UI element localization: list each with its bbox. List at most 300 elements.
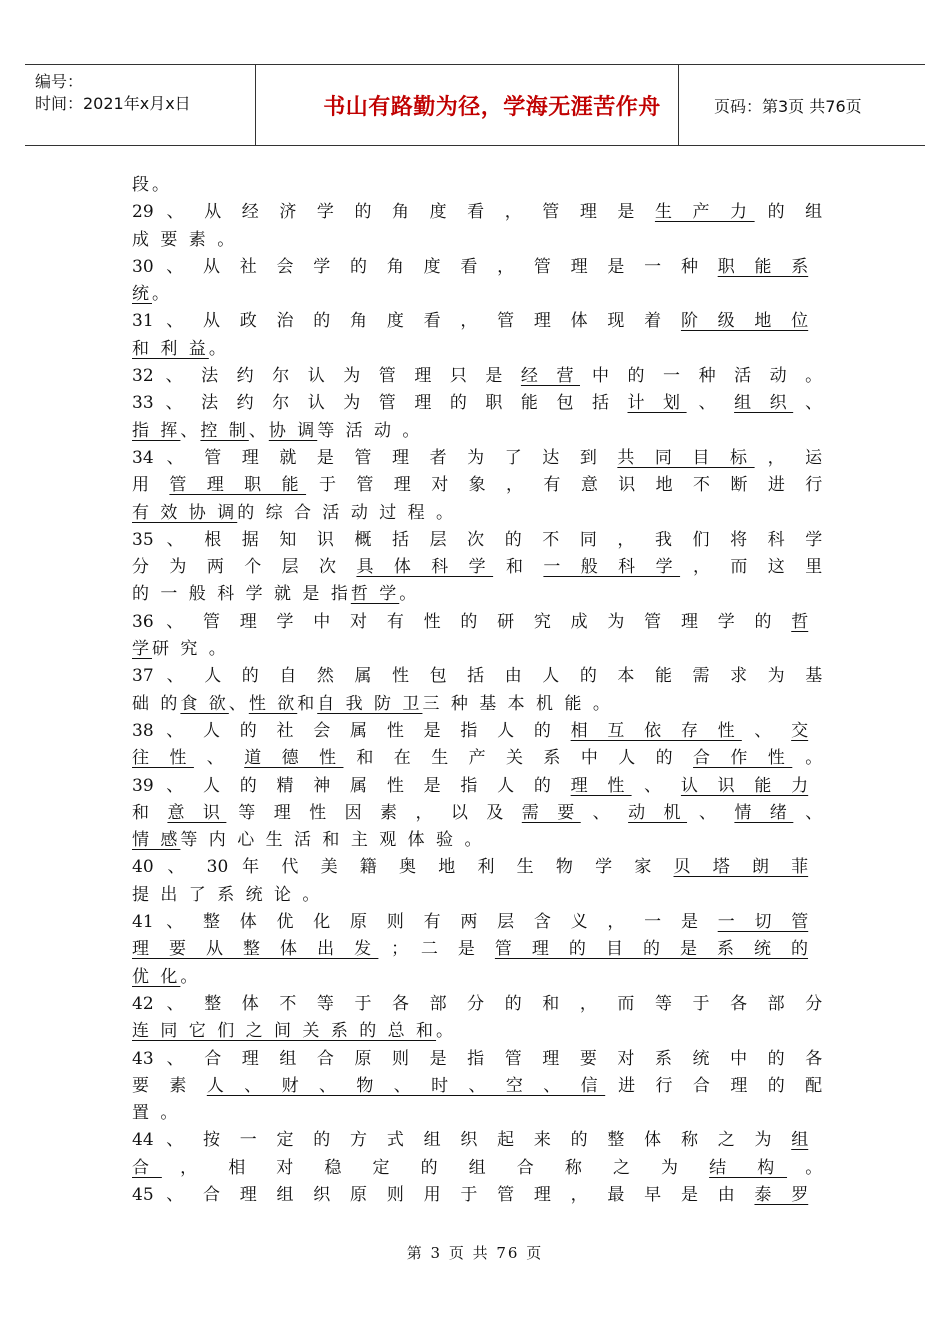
- text-segment: 37: [132, 666, 154, 687]
- text-segment: 合: [204, 1048, 229, 1069]
- underlined-answer: 管 理 职 能: [169, 475, 307, 496]
- text-segment: 属: [350, 775, 375, 796]
- text-segment: 合: [316, 1048, 342, 1069]
- text-segment: 、: [166, 611, 191, 632]
- text-segment: 的: [449, 393, 474, 414]
- text-line: [132, 663, 822, 690]
- text-segment: 的: [354, 202, 380, 223]
- text-segment: 关: [506, 748, 531, 769]
- text-segment: 有: [543, 475, 568, 496]
- text-segment: 的: [239, 720, 264, 741]
- text-segment: 等 活 动 。: [317, 420, 423, 441]
- text-segment: 学: [313, 256, 338, 277]
- text-segment: 是: [429, 1048, 455, 1069]
- text-segment: 代: [281, 857, 307, 878]
- text-segment: 层: [497, 912, 522, 933]
- text-segment: 看: [460, 256, 485, 277]
- text-segment: 、: [206, 748, 232, 769]
- text-segment: 由: [504, 666, 530, 687]
- text-segment: ，: [692, 557, 718, 578]
- text-line: [132, 227, 822, 254]
- text-segment: 、: [698, 393, 723, 414]
- text-segment: 看: [467, 202, 492, 223]
- text-segment: 理: [414, 393, 438, 414]
- text-segment: 33: [132, 393, 154, 414]
- text-segment: 人: [202, 720, 228, 741]
- text-segment: 究: [533, 611, 559, 632]
- text-segment: 础 的: [132, 693, 181, 714]
- text-segment: ，: [504, 202, 530, 223]
- text-segment: 会: [276, 256, 301, 277]
- underlined-answer: 哲 学: [350, 584, 400, 605]
- text-segment: 、: [644, 775, 669, 796]
- text-segment: 度: [423, 256, 448, 277]
- text-segment: 达: [542, 447, 567, 468]
- text-segment: 整: [204, 993, 229, 1014]
- text-segment: 包: [429, 666, 455, 687]
- text-segment: 管: [378, 393, 403, 414]
- text-segment: 38: [132, 720, 154, 741]
- text-segment: 括: [467, 666, 492, 687]
- text-line: [132, 609, 822, 636]
- text-segment: 法: [201, 393, 225, 414]
- text-segment: 因: [344, 802, 369, 823]
- text-segment: 家: [634, 857, 660, 878]
- text-segment: 的: [579, 666, 605, 687]
- text-segment: 会: [313, 720, 338, 741]
- text-line: [132, 964, 822, 991]
- text-segment: 段: [132, 175, 152, 195]
- underlined-answer: 合 作 性: [693, 748, 793, 769]
- text-segment: 认: [307, 393, 332, 414]
- text-segment: 和: [297, 693, 318, 714]
- text-segment: 三 种 基 本 机 能 。: [422, 693, 613, 714]
- text-segment: 学: [805, 529, 823, 550]
- text-segment: 两: [206, 557, 232, 578]
- text-segment: 是: [423, 720, 448, 741]
- text-segment: 体: [644, 1130, 669, 1151]
- underlined-answer: 理 性: [570, 775, 632, 796]
- text-line: [132, 527, 822, 554]
- text-line: [132, 308, 822, 335]
- text-segment: 我: [654, 529, 680, 550]
- text-segment: 早: [644, 1184, 669, 1205]
- text-segment: 括: [591, 393, 616, 414]
- text-segment: 识: [618, 475, 643, 496]
- text-segment: 中: [591, 366, 616, 387]
- text-segment: 的: [533, 775, 559, 796]
- text-segment: 而: [730, 557, 755, 578]
- text-segment: 于: [692, 993, 718, 1014]
- text-segment: 次: [467, 529, 492, 550]
- text-segment: 到: [579, 447, 605, 468]
- text-segment: 等: [316, 993, 342, 1014]
- text-line: [132, 254, 822, 281]
- text-segment: ，: [570, 1184, 595, 1205]
- text-segment: 提 出 了 系 统 论 。: [132, 884, 323, 905]
- text-segment: 于: [460, 1184, 485, 1205]
- text-segment: 的: [767, 1048, 793, 1069]
- number-label: 编号：: [35, 72, 84, 91]
- text-segment: 、: [805, 393, 823, 414]
- text-segment: 按: [202, 1130, 228, 1151]
- text-segment: 是: [680, 912, 706, 933]
- text-segment: 理: [241, 1048, 267, 1069]
- underlined-answer: 道 德 性: [244, 748, 344, 769]
- underlined-answer: 动 机: [628, 802, 688, 823]
- text-segment: 30: [132, 256, 154, 277]
- text-segment: 角: [386, 256, 411, 277]
- text-line: [132, 472, 822, 499]
- text-segment: 分: [805, 993, 823, 1014]
- text-segment: 据: [241, 529, 267, 550]
- text-line: [132, 500, 822, 527]
- text-line: [132, 718, 822, 745]
- text-segment: 能: [654, 666, 680, 687]
- text-segment: 各: [730, 993, 755, 1014]
- text-segment: 为: [661, 1157, 691, 1178]
- text-segment: 39: [132, 775, 154, 796]
- text-segment: 行: [655, 1075, 680, 1096]
- text-segment: 科: [767, 529, 793, 550]
- text-segment: 为: [343, 366, 367, 387]
- page-footer: 第 3 页 共 76 页: [406, 1244, 544, 1262]
- text-segment: 不: [542, 529, 567, 550]
- text-segment: 是: [316, 447, 342, 468]
- underlined-answer: 控 制: [200, 420, 249, 441]
- text-segment: 意: [580, 475, 606, 496]
- text-segment: 需: [692, 666, 718, 687]
- text-line: [132, 418, 822, 445]
- text-segment: 组: [279, 1048, 304, 1069]
- underlined-answer: 人 、 财 、 物 、 时 、 空 、 信: [206, 1075, 606, 1096]
- underlined-answer: 和 利 益: [132, 338, 209, 359]
- text-segment: 是: [617, 202, 642, 223]
- text-segment: ，: [180, 1157, 210, 1178]
- text-segment: 42: [132, 993, 154, 1014]
- text-segment: 人: [542, 666, 567, 687]
- text-line: [132, 1073, 822, 1100]
- text-line: [132, 991, 822, 1018]
- text-line: [132, 909, 822, 936]
- text-segment: 、: [166, 912, 191, 933]
- text-line: [132, 636, 822, 663]
- text-segment: 于: [354, 993, 380, 1014]
- underlined-answer: 学: [132, 639, 152, 660]
- text-segment: 方: [350, 1130, 375, 1151]
- underlined-answer: 结 构: [709, 1157, 788, 1178]
- text-segment: 要: [579, 1048, 605, 1069]
- text-line: [132, 854, 822, 881]
- header-page-code: 页码：第3页 共76页: [714, 96, 862, 116]
- text-segment: 将: [730, 529, 755, 550]
- text-segment: 组: [423, 1130, 448, 1151]
- text-segment: 人: [204, 666, 229, 687]
- underlined-answer: 认 识 能 力: [680, 775, 809, 796]
- text-segment: 来: [533, 1130, 559, 1151]
- text-segment: 式: [386, 1130, 411, 1151]
- text-segment: 用: [423, 1184, 448, 1205]
- text-segment: 是: [423, 775, 448, 796]
- text-segment: 各: [805, 1048, 823, 1069]
- text-segment: 织: [460, 1130, 485, 1151]
- text-segment: 整: [607, 1130, 632, 1151]
- text-segment: 织: [313, 1184, 338, 1205]
- text-line: [132, 936, 822, 963]
- text-segment: 的: [767, 202, 793, 223]
- text-segment: 就: [279, 447, 304, 468]
- text-segment: 自: [279, 666, 304, 687]
- text-segment: 。: [805, 748, 823, 769]
- text-segment: 成: [570, 611, 595, 632]
- text-segment: 之: [612, 1157, 643, 1178]
- text-segment: 、: [166, 1048, 192, 1069]
- text-segment: 素: [380, 802, 404, 823]
- text-segment: 和: [356, 748, 381, 769]
- text-segment: 现: [607, 311, 632, 332]
- text-segment: 生: [431, 748, 456, 769]
- text-segment: 。: [208, 338, 229, 359]
- underlined-answer: 相 互 依 存 性: [570, 720, 742, 741]
- text-segment: 不: [693, 475, 718, 496]
- text-segment: 等: [238, 802, 262, 823]
- text-segment: 称: [564, 1157, 595, 1178]
- text-segment: 30: [206, 857, 229, 878]
- text-segment: 、: [166, 720, 191, 741]
- text-segment: 地: [438, 857, 464, 878]
- text-segment: 统: [692, 1048, 718, 1069]
- text-segment: 稳: [324, 1157, 355, 1178]
- text-line: [132, 827, 822, 854]
- text-segment: 和: [506, 557, 531, 578]
- text-segment: 象: [468, 475, 494, 496]
- text-segment: 41: [132, 912, 154, 933]
- text-segment: 理: [570, 256, 595, 277]
- text-segment: 则: [386, 912, 411, 933]
- text-segment: 原: [350, 1184, 375, 1205]
- text-segment: 以: [450, 802, 475, 823]
- text-segment: 着: [644, 311, 669, 332]
- text-segment: 组: [468, 1157, 499, 1178]
- text-segment: 、: [167, 857, 193, 878]
- underlined-answer: 交: [791, 720, 809, 741]
- text-segment: 管: [542, 202, 567, 223]
- underlined-answer: 性 欲: [248, 693, 298, 714]
- text-segment: 动: [769, 366, 794, 387]
- text-segment: 、: [180, 420, 201, 441]
- text-segment: 在: [393, 748, 419, 769]
- underlined-answer: 有 效 协 调: [132, 502, 238, 523]
- text-segment: 进: [618, 1075, 643, 1096]
- underlined-answer: 共 同 目 标: [617, 447, 755, 468]
- text-segment: 角: [350, 311, 375, 332]
- text-line: [132, 199, 822, 226]
- text-segment: 性: [423, 611, 448, 632]
- text-segment: 有: [386, 611, 411, 632]
- text-segment: 层: [429, 529, 455, 550]
- text-segment: ，: [767, 447, 793, 468]
- text-segment: 的: [570, 1130, 595, 1151]
- text-segment: 利: [477, 857, 503, 878]
- text-segment: 指: [467, 1048, 492, 1069]
- underlined-answer: 统: [132, 284, 152, 305]
- underlined-answer: 组 织: [734, 393, 794, 414]
- text-segment: 不: [279, 993, 304, 1014]
- text-line: [132, 1182, 822, 1209]
- text-segment: 。: [805, 366, 823, 387]
- text-segment: 系: [654, 1048, 680, 1069]
- text-segment: 籍: [359, 857, 386, 878]
- text-segment: 化: [313, 912, 338, 933]
- text-segment: 等: [654, 993, 680, 1014]
- text-segment: 概: [354, 529, 380, 550]
- text-segment: 、: [166, 202, 192, 223]
- text-segment: 44: [132, 1130, 154, 1151]
- underlined-answer: 协 调: [268, 420, 318, 441]
- underlined-answer: 连 同 它 们 之 间 关 系 的 总 和: [132, 1021, 437, 1042]
- text-segment: 种: [698, 366, 723, 387]
- text-segment: 社: [239, 256, 264, 277]
- text-segment: 、: [166, 1184, 191, 1205]
- text-segment: 由: [717, 1184, 742, 1205]
- text-segment: 层: [281, 557, 307, 578]
- underlined-answer: 情 感: [132, 830, 181, 851]
- underlined-answer: 哲: [791, 611, 809, 632]
- text-segment: 36: [132, 611, 154, 632]
- underlined-answer: 食 欲: [180, 693, 229, 714]
- text-segment: 神: [313, 775, 338, 796]
- text-segment: 理: [579, 202, 605, 223]
- text-segment: 、: [166, 666, 192, 687]
- text-segment: 定: [372, 1157, 403, 1178]
- text-segment: 括: [392, 529, 417, 550]
- text-segment: 学: [316, 202, 342, 223]
- text-segment: 的: [504, 993, 530, 1014]
- text-line: [132, 882, 822, 909]
- underlined-answer: 阶 级 地 位: [680, 311, 809, 332]
- text-segment: ，: [506, 475, 531, 496]
- text-segment: 、: [592, 802, 617, 823]
- text-segment: 中: [580, 748, 606, 769]
- text-segment: 年: [242, 857, 268, 878]
- text-segment: ，: [579, 993, 605, 1014]
- text-segment: 、: [698, 802, 723, 823]
- text-segment: 体: [241, 993, 267, 1014]
- text-segment: 、: [166, 529, 192, 550]
- text-segment: 素: [169, 1075, 194, 1096]
- text-segment: 中: [313, 611, 338, 632]
- underlined-answer: 管 理 的 目 的 是 系 统 的: [494, 939, 809, 960]
- text-segment: 中: [730, 1048, 755, 1069]
- text-segment: 为: [169, 557, 194, 578]
- text-segment: 管: [204, 447, 229, 468]
- text-line: [132, 1046, 822, 1073]
- text-line: [132, 800, 822, 827]
- text-segment: 理: [533, 311, 559, 332]
- text-segment: 理: [393, 475, 419, 496]
- text-segment: 和: [132, 802, 156, 823]
- text-segment: 含: [533, 912, 559, 933]
- text-segment: 从: [202, 311, 228, 332]
- text-segment: 的: [313, 311, 338, 332]
- text-segment: 认: [307, 366, 332, 387]
- text-segment: 美: [320, 857, 346, 878]
- text-segment: 这: [767, 557, 793, 578]
- text-segment: 识: [316, 529, 342, 550]
- text-segment: 是: [607, 256, 632, 277]
- text-segment: 学: [276, 611, 301, 632]
- text-segment: 的: [504, 529, 530, 550]
- text-segment: 体: [239, 912, 264, 933]
- text-line: [132, 745, 822, 772]
- text-segment: 的: [627, 366, 652, 387]
- text-segment: 看: [423, 311, 448, 332]
- text-segment: 起: [497, 1130, 522, 1151]
- text-segment: 的: [460, 611, 485, 632]
- underlined-answer: 经 营: [520, 366, 580, 387]
- text-segment: 的 一 般 科 学 就 是 指: [132, 584, 351, 605]
- text-segment: 40: [132, 857, 154, 878]
- text-segment: 义: [570, 912, 595, 933]
- text-segment: 管: [644, 611, 669, 632]
- text-segment: 行: [805, 475, 823, 496]
- text-segment: 是: [485, 366, 509, 387]
- text-line: [132, 390, 822, 417]
- text-segment: 相: [228, 1157, 259, 1178]
- text-segment: 配: [805, 1075, 823, 1096]
- text-segment: 知: [279, 529, 304, 550]
- text-line: [132, 554, 822, 581]
- text-segment: 最: [607, 1184, 632, 1205]
- underlined-answer: 具 体 科 学: [356, 557, 494, 578]
- text-segment: 31: [132, 311, 154, 332]
- text-segment: 从: [204, 202, 229, 223]
- text-segment: 。: [436, 1021, 457, 1042]
- text-segment: 根: [204, 529, 229, 550]
- header-meta: [35, 71, 260, 115]
- text-line: [132, 773, 822, 800]
- text-segment: 对: [431, 475, 456, 496]
- text-segment: 本: [617, 666, 642, 687]
- text-segment: 度: [386, 311, 411, 332]
- text-segment: 为: [767, 666, 793, 687]
- text-segment: 、: [165, 366, 190, 387]
- text-segment: 、: [166, 447, 192, 468]
- text-segment: 理: [414, 366, 438, 387]
- text-segment: 人: [497, 775, 522, 796]
- underlined-answer: 理 要 从 整 体 出 发: [132, 939, 379, 960]
- text-segment: 。: [180, 966, 201, 987]
- text-segment: 一: [239, 1130, 264, 1151]
- underlined-answer: 一 切 管: [717, 912, 809, 933]
- text-segment: 学: [717, 611, 742, 632]
- text-segment: 分: [467, 993, 492, 1014]
- text-segment: 、: [166, 1130, 191, 1151]
- text-segment: 理: [239, 1184, 264, 1205]
- text-segment: 的 综 合 活 动 过 程 。: [237, 502, 457, 523]
- text-segment: 人: [497, 720, 522, 741]
- text-segment: 一: [644, 912, 669, 933]
- underlined-answer: 需 要: [521, 802, 581, 823]
- text-segment: 体: [570, 311, 595, 332]
- text-segment: 理: [533, 1184, 559, 1205]
- text-segment: ，: [607, 912, 632, 933]
- text-segment: 管: [497, 311, 522, 332]
- text-segment: 是: [457, 939, 483, 960]
- text-segment: 二: [420, 939, 446, 960]
- document-body: [132, 172, 822, 1209]
- text-segment: 一: [644, 256, 669, 277]
